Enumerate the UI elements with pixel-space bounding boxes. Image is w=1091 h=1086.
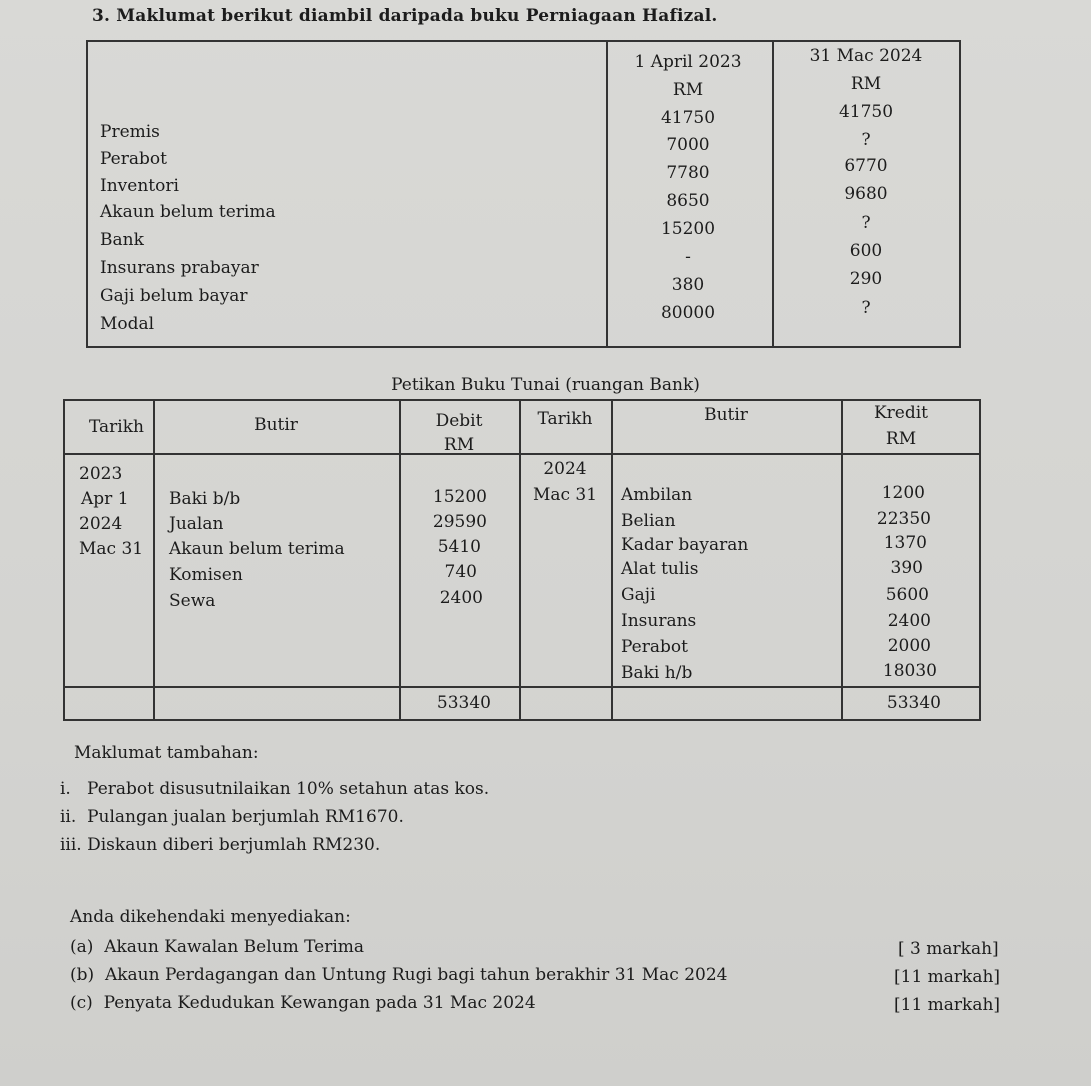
value-2024: ? xyxy=(861,213,871,233)
credit-item: Kadar bayaran xyxy=(621,535,749,555)
credit-total: 53340 xyxy=(886,693,941,713)
credit-date: Mac 31 xyxy=(532,485,598,505)
credit-amount: 2400 xyxy=(887,611,931,631)
credit-amount: 18030 xyxy=(882,661,937,681)
credit-amount: 1200 xyxy=(881,483,925,503)
col-header-2023: 1 April 2023 xyxy=(634,52,742,72)
credit-amount: 390 xyxy=(890,558,923,578)
debit-date: Apr 1 xyxy=(81,489,129,509)
row-label: Akaun belum terima xyxy=(100,202,276,222)
credit-date: 2024 xyxy=(543,459,587,479)
tasks-heading: Anda dikehendaki menyediakan: xyxy=(70,907,351,927)
credit-amount: 22350 xyxy=(876,509,931,529)
credit-item: Gaji xyxy=(621,585,656,605)
value-2024: ? xyxy=(861,298,871,318)
column-divider xyxy=(519,401,521,719)
credit-item: Ambilan xyxy=(621,485,693,505)
value-2024: 9680 xyxy=(844,184,888,204)
column-divider xyxy=(153,401,155,719)
credit-item: Alat tulis xyxy=(621,559,699,579)
row-label: Insurans prabayar xyxy=(100,258,259,278)
credit-item: Insurans xyxy=(621,611,697,631)
header-rm: RM xyxy=(885,429,917,449)
balance-table xyxy=(86,40,961,348)
task-item: (a) Akaun Kawalan Belum Terima xyxy=(70,937,365,957)
row-label: Modal xyxy=(100,314,155,334)
value-2023: 380 xyxy=(671,275,705,295)
header-tarikh: Tarikh xyxy=(537,409,593,429)
row-label: Inventori xyxy=(100,176,179,196)
value-2024: 600 xyxy=(849,241,883,261)
value-2024: ? xyxy=(861,130,871,150)
task-marks: [11 markah] xyxy=(894,967,1001,987)
value-2023: 80000 xyxy=(660,303,716,323)
additional-info-heading: Maklumat tambahan: xyxy=(74,743,259,763)
credit-amount: 2000 xyxy=(887,636,931,656)
debit-date: Mac 31 xyxy=(79,539,144,559)
column-divider xyxy=(611,401,613,719)
task-item: (c) Penyata Kedudukan Kewangan pada 31 Mac 2024 xyxy=(70,993,536,1013)
cash-book-title: Petikan Buku Tunai (ruangan Bank) xyxy=(391,375,700,395)
header-kredit: Kredit xyxy=(873,403,929,423)
additional-info-item: i. Perabot disusutnilaikan 10% setahun atas kos. xyxy=(60,779,490,799)
value-2024: 290 xyxy=(849,269,883,289)
additional-info-item: iii. Diskaun diberi berjumlah RM230. xyxy=(60,835,381,855)
row-label: Perabot xyxy=(100,149,167,169)
cash-book-table xyxy=(63,399,981,721)
additional-info-item: ii. Pulangan jualan berjumlah RM1670. xyxy=(60,807,404,827)
debit-amount: 15200 xyxy=(432,487,487,507)
credit-amount: 1370 xyxy=(883,533,927,553)
debit-amount: 5410 xyxy=(437,537,481,557)
debit-amount: 2400 xyxy=(439,588,483,608)
row-label: Gaji belum bayar xyxy=(100,286,248,306)
credit-item: Belian xyxy=(621,511,676,531)
row-label: Bank xyxy=(100,230,144,250)
header-butir: Butir xyxy=(704,405,748,425)
credit-amount: 5600 xyxy=(885,585,929,605)
credit-item: Baki h/b xyxy=(621,663,693,683)
debit-amount: 29590 xyxy=(432,512,487,532)
header-tarikh: Tarikh xyxy=(89,417,144,437)
debit-date: 2024 xyxy=(79,514,123,534)
debit-item: Komisen xyxy=(169,565,243,585)
value-2023: 41750 xyxy=(660,108,716,128)
task-marks: [ 3 markah] xyxy=(898,939,999,959)
value-2024: 41750 xyxy=(838,102,894,122)
header-divider xyxy=(65,453,979,455)
credit-item: Perabot xyxy=(621,637,688,657)
debit-item: Sewa xyxy=(169,591,216,611)
row-label: Premis xyxy=(100,122,160,142)
debit-total: 53340 xyxy=(436,693,491,713)
header-butir: Butir xyxy=(254,415,298,435)
header-debit: Debit xyxy=(435,411,483,431)
value-2023: - xyxy=(685,247,691,267)
debit-item: Akaun belum terima xyxy=(169,539,345,559)
value-2023: 7780 xyxy=(666,163,710,183)
total-divider xyxy=(65,686,979,688)
col-header-2024: 31 Mac 2024 xyxy=(809,46,923,66)
currency-label: RM xyxy=(672,80,704,100)
value-2023: 8650 xyxy=(666,191,710,211)
question-title: 3. Maklumat berikut diambil daripada buku Perniagaan Hafizal. xyxy=(92,6,718,26)
value-2024: 6770 xyxy=(844,156,888,176)
debit-item: Baki b/b xyxy=(169,489,241,509)
currency-label: RM xyxy=(850,74,882,94)
header-rm: RM xyxy=(443,435,475,455)
debit-item: Jualan xyxy=(169,514,224,534)
value-2023: 7000 xyxy=(666,135,710,155)
task-marks: [11 markah] xyxy=(894,995,1001,1015)
debit-amount: 740 xyxy=(444,562,477,582)
task-item: (b) Akaun Perdagangan dan Untung Rugi bagi tahun berakhir 31 Mac 2024 xyxy=(70,965,728,985)
debit-date: 2023 xyxy=(79,464,123,484)
value-2023: 15200 xyxy=(660,219,716,239)
